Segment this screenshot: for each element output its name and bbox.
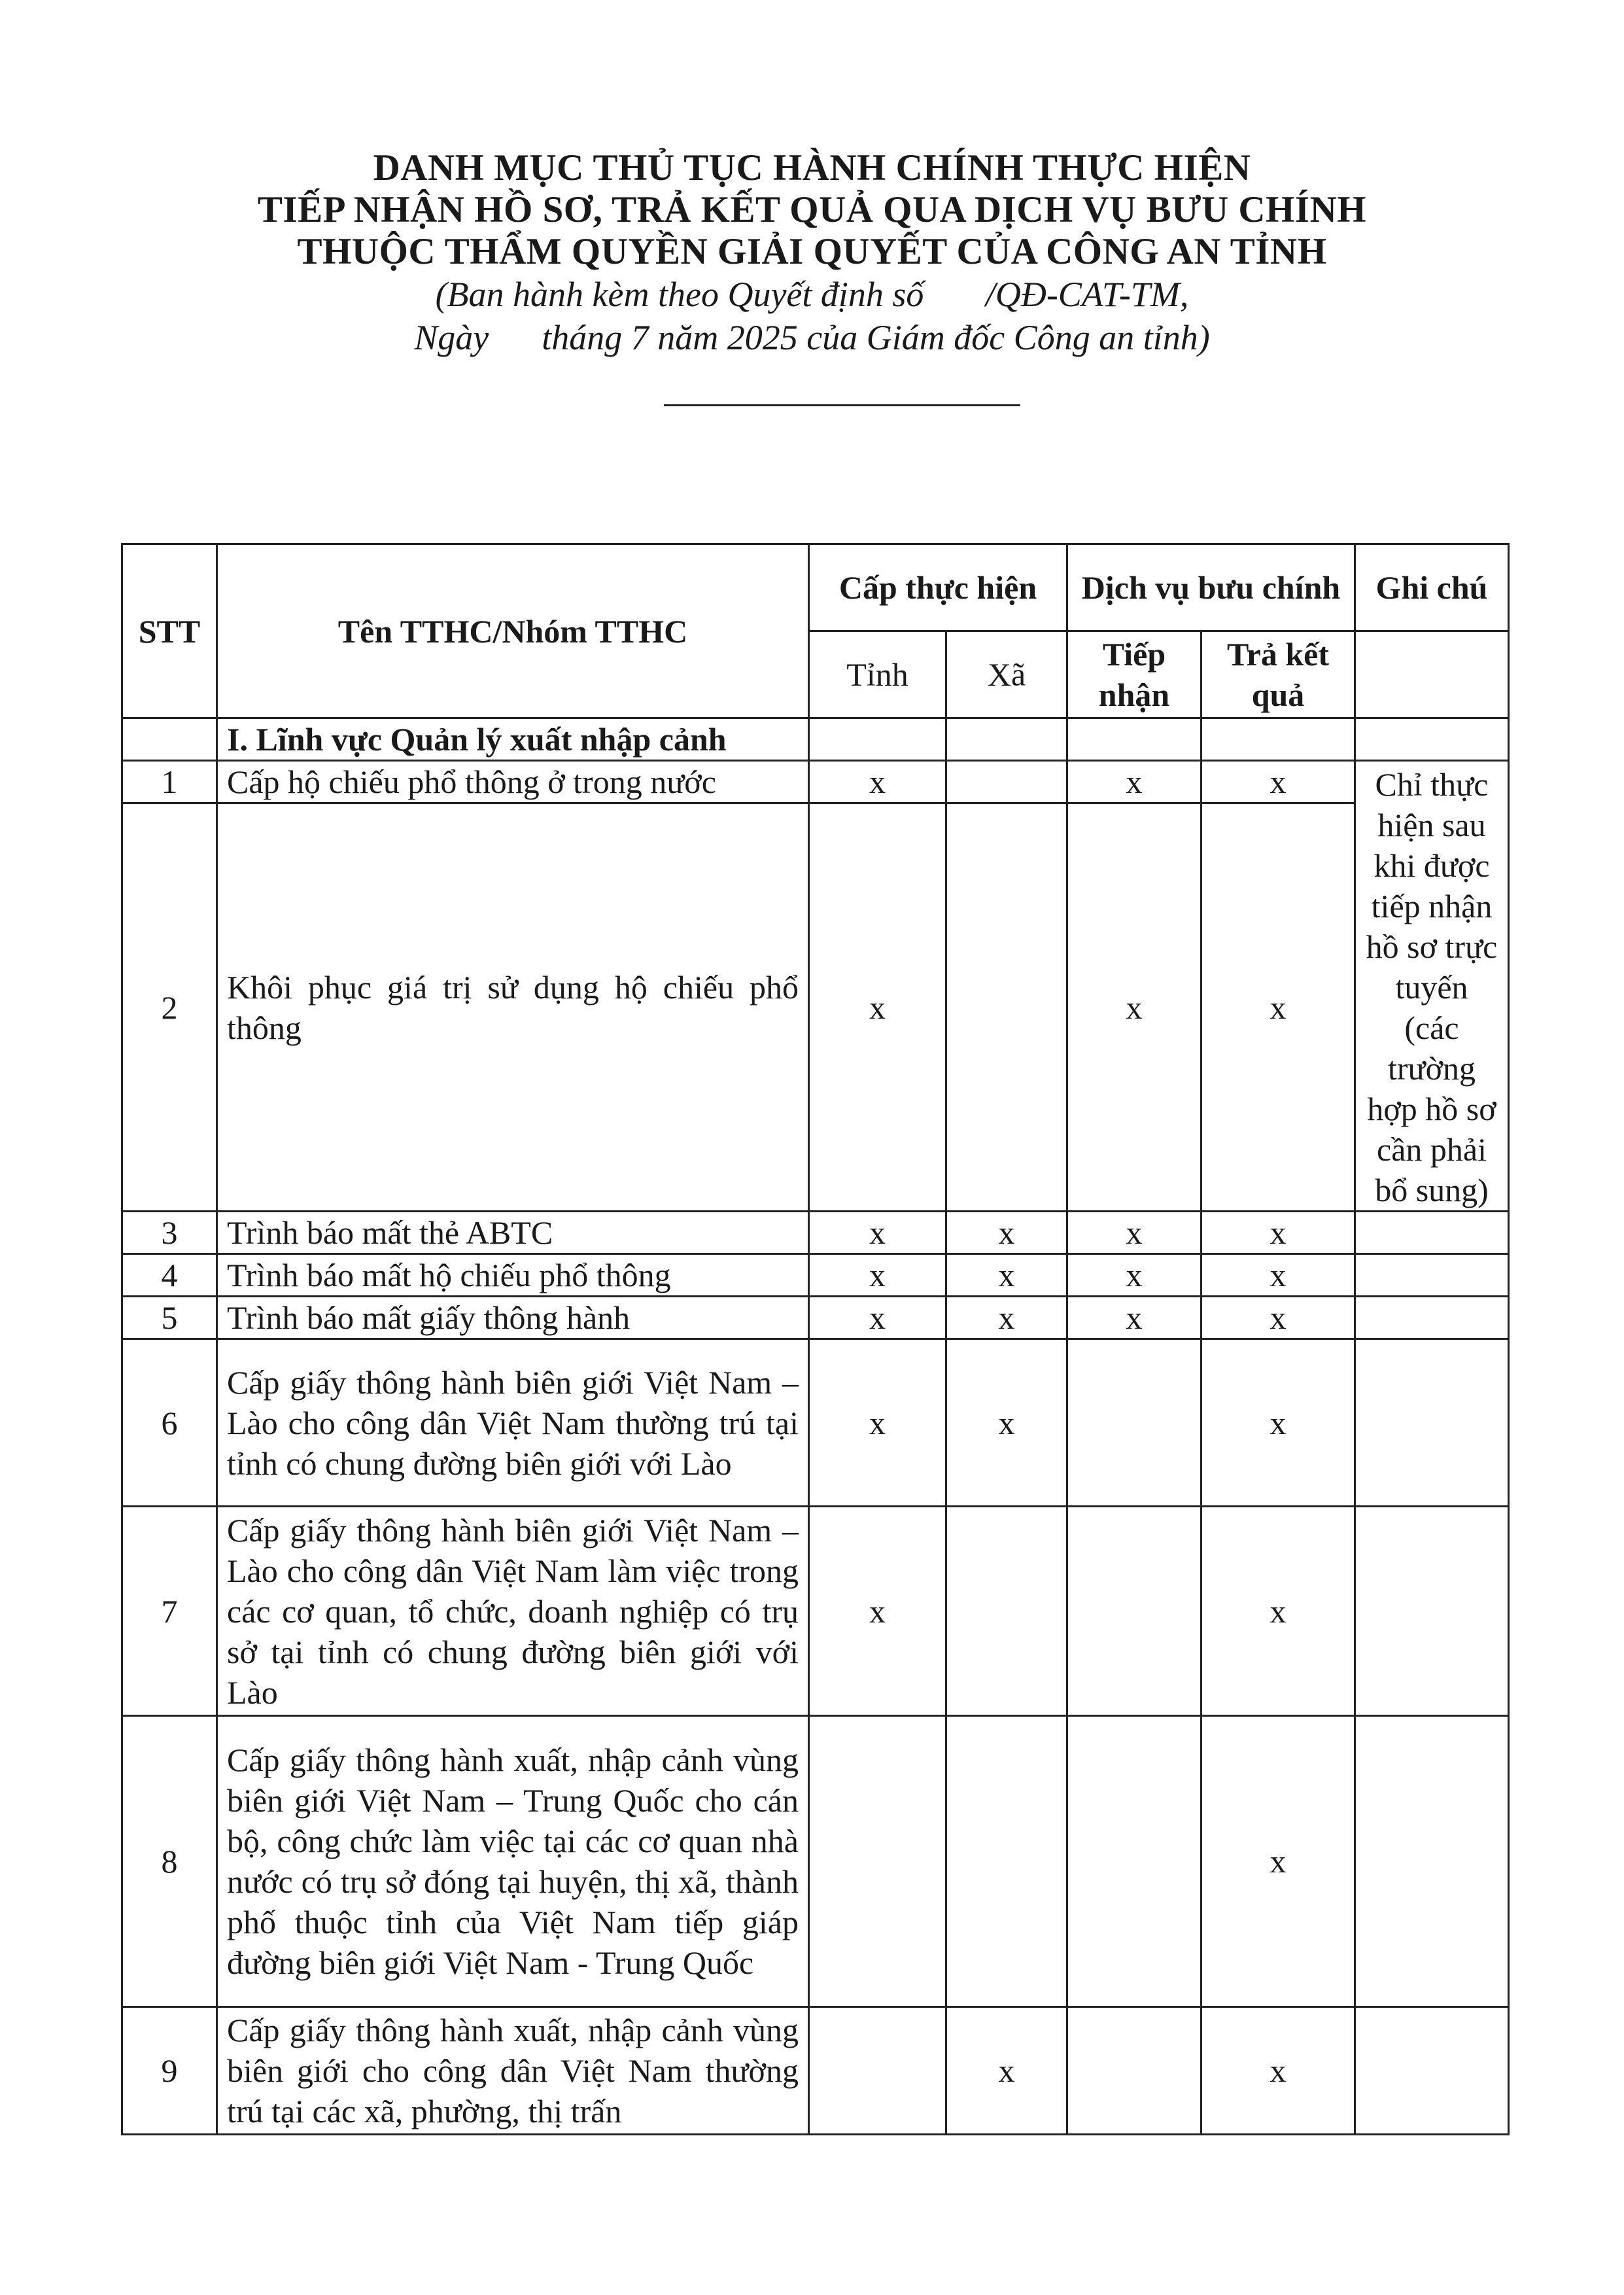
document-subtitle-line-1: (Ban hành kèm theo Quyết định số /QĐ-CAT-TM, xyxy=(435,275,1189,314)
row-note-empty xyxy=(1355,2007,1509,2135)
row-tra-ket-qua: x xyxy=(1201,803,1355,1212)
row-stt: 1 xyxy=(122,761,217,803)
table-row xyxy=(122,1716,1509,2007)
row-tra-ket-qua: x xyxy=(1201,761,1355,803)
row-tra-ket-qua: x xyxy=(1201,1716,1355,2007)
row-tiep-nhan: x xyxy=(1067,1254,1201,1297)
row-xa xyxy=(946,1507,1067,1716)
row-note-empty xyxy=(1355,1254,1509,1297)
row-note-empty xyxy=(1355,1507,1509,1716)
row-xa: x xyxy=(946,1339,1067,1507)
row-name: Khôi phục giá trị sử dụng hộ chiếu phổ thông xyxy=(217,803,809,1212)
row-tinh: x xyxy=(809,761,946,803)
document-title-line-3: THUỘC THẨM QUYỀN GIẢI QUYẾT CỦA CÔNG AN TỈNH xyxy=(297,231,1327,272)
header-name: Tên TTHC/Nhóm TTHC xyxy=(217,544,809,718)
header-level: Cấp thực hiện xyxy=(809,544,1067,631)
row-tinh: x xyxy=(809,1254,946,1297)
table-row xyxy=(122,1339,1509,1507)
header-note: Ghi chú xyxy=(1355,544,1509,631)
row-stt: 4 xyxy=(122,1254,217,1297)
row-tiep-nhan: x xyxy=(1067,803,1201,1212)
row-name: Trình báo mất hộ chiếu phổ thông xyxy=(217,1254,809,1297)
title-divider xyxy=(664,404,1020,406)
row-name: Cấp giấy thông hành biên giới Việt Nam – Lào cho công dân Việt Nam thường trú tại tỉnh có chung đường biên giới với Lào xyxy=(217,1339,809,1507)
table-row xyxy=(122,1507,1509,1716)
row-tinh xyxy=(809,2007,946,2135)
row-name: Cấp giấy thông hành xuất, nhập cảnh vùng biên giới cho công dân Việt Nam thường trú tại các xã, phường, thị trấn xyxy=(217,2007,809,2135)
row-stt: 2 xyxy=(122,803,217,1212)
header-province: Tỉnh xyxy=(809,631,946,718)
row-tiep-nhan xyxy=(1067,1507,1201,1716)
row-xa xyxy=(946,761,1067,803)
row-tinh xyxy=(809,1716,946,2007)
row-tra-ket-qua: x xyxy=(1201,2007,1355,2135)
row-tinh: x xyxy=(809,1212,946,1254)
header-return: Trả kết quả xyxy=(1201,631,1355,718)
row-tiep-nhan xyxy=(1067,1339,1201,1507)
row-stt: 8 xyxy=(122,1716,217,2007)
row-xa xyxy=(946,803,1067,1212)
row-xa: x xyxy=(946,2007,1067,2135)
row-tiep-nhan: x xyxy=(1067,1297,1201,1339)
procedures-table xyxy=(121,543,1510,2135)
row-note-empty xyxy=(1355,1297,1509,1339)
section-row xyxy=(122,718,1509,761)
row-stt: 9 xyxy=(122,2007,217,2135)
row-tinh: x xyxy=(809,803,946,1212)
row-tra-ket-qua: x xyxy=(1201,1297,1355,1339)
row-tinh: x xyxy=(809,1339,946,1507)
row-stt: 3 xyxy=(122,1212,217,1254)
table-header-row-1 xyxy=(122,544,1509,631)
row-tra-ket-qua: x xyxy=(1201,1339,1355,1507)
document-header xyxy=(0,147,1624,359)
table-row xyxy=(122,1297,1509,1339)
header-commune: Xã xyxy=(946,631,1067,718)
row-stt: 6 xyxy=(122,1339,217,1507)
document-subtitle-line-2: Ngày tháng 7 năm 2025 của Giám đốc Công an tỉnh) xyxy=(414,318,1210,357)
header-receive: Tiếp nhận xyxy=(1067,631,1201,718)
row-note-empty xyxy=(1355,1716,1509,2007)
row-name: Trình báo mất thẻ ABTC xyxy=(217,1212,809,1254)
row-tra-ket-qua: x xyxy=(1201,1507,1355,1716)
row-stt: 7 xyxy=(122,1507,217,1716)
table-row xyxy=(122,1212,1509,1254)
document-title-line-2: TIẾP NHẬN HỒ SƠ, TRẢ KẾT QUẢ QUA DỊCH VỤ BƯU CHÍNH xyxy=(257,189,1367,230)
table-row xyxy=(122,2007,1509,2135)
row-name: Trình báo mất giấy thông hành xyxy=(217,1297,809,1339)
row-tra-ket-qua: x xyxy=(1201,1212,1355,1254)
row-tinh: x xyxy=(809,1507,946,1716)
row-name: Cấp hộ chiếu phổ thông ở trong nước xyxy=(217,761,809,803)
row-xa xyxy=(946,1716,1067,2007)
row-note-empty xyxy=(1355,1339,1509,1507)
row-stt: 5 xyxy=(122,1297,217,1339)
header-note-empty xyxy=(1355,631,1509,718)
row-xa: x xyxy=(946,1254,1067,1297)
row-tra-ket-qua: x xyxy=(1201,1254,1355,1297)
row-xa: x xyxy=(946,1297,1067,1339)
row-tinh: x xyxy=(809,1297,946,1339)
row-tiep-nhan: x xyxy=(1067,761,1201,803)
header-stt: STT xyxy=(122,544,217,718)
section-title: I. Lĩnh vực Quản lý xuất nhập cảnh xyxy=(217,718,809,761)
document-title-line-1: DANH MỤC THỦ TỤC HÀNH CHÍNH THỰC HIỆN xyxy=(373,147,1251,188)
table-row xyxy=(122,1254,1509,1297)
row-tiep-nhan xyxy=(1067,1716,1201,2007)
row-name: Cấp giấy thông hành biên giới Việt Nam – Lào cho công dân Việt Nam làm việc trong các cơ quan, tổ chức, doanh nghiệp có trụ sở tại tỉnh có chung đường biên giới với Lào xyxy=(217,1507,809,1716)
table-row xyxy=(122,761,1509,803)
row-xa: x xyxy=(946,1212,1067,1254)
row-note-empty xyxy=(1355,1212,1509,1254)
row-tiep-nhan xyxy=(1067,2007,1201,2135)
table-row xyxy=(122,803,1509,1212)
header-postal: Dịch vụ bưu chính xyxy=(1067,544,1355,631)
row-tiep-nhan: x xyxy=(1067,1212,1201,1254)
row-note: Chỉ thực hiện sau khi được tiếp nhận hồ sơ trực tuyến (các trường hợp hồ sơ cần phải bổ sung) xyxy=(1355,761,1509,1212)
row-name: Cấp giấy thông hành xuất, nhập cảnh vùng biên giới Việt Nam – Trung Quốc cho cán bộ, công chức làm việc tại các cơ quan nhà nước có trụ sở đóng tại huyện, thị xã, thành phố thuộc tỉnh của Việt Nam tiếp giáp đường biên giới Việt Nam - Trung Quốc xyxy=(217,1716,809,2007)
